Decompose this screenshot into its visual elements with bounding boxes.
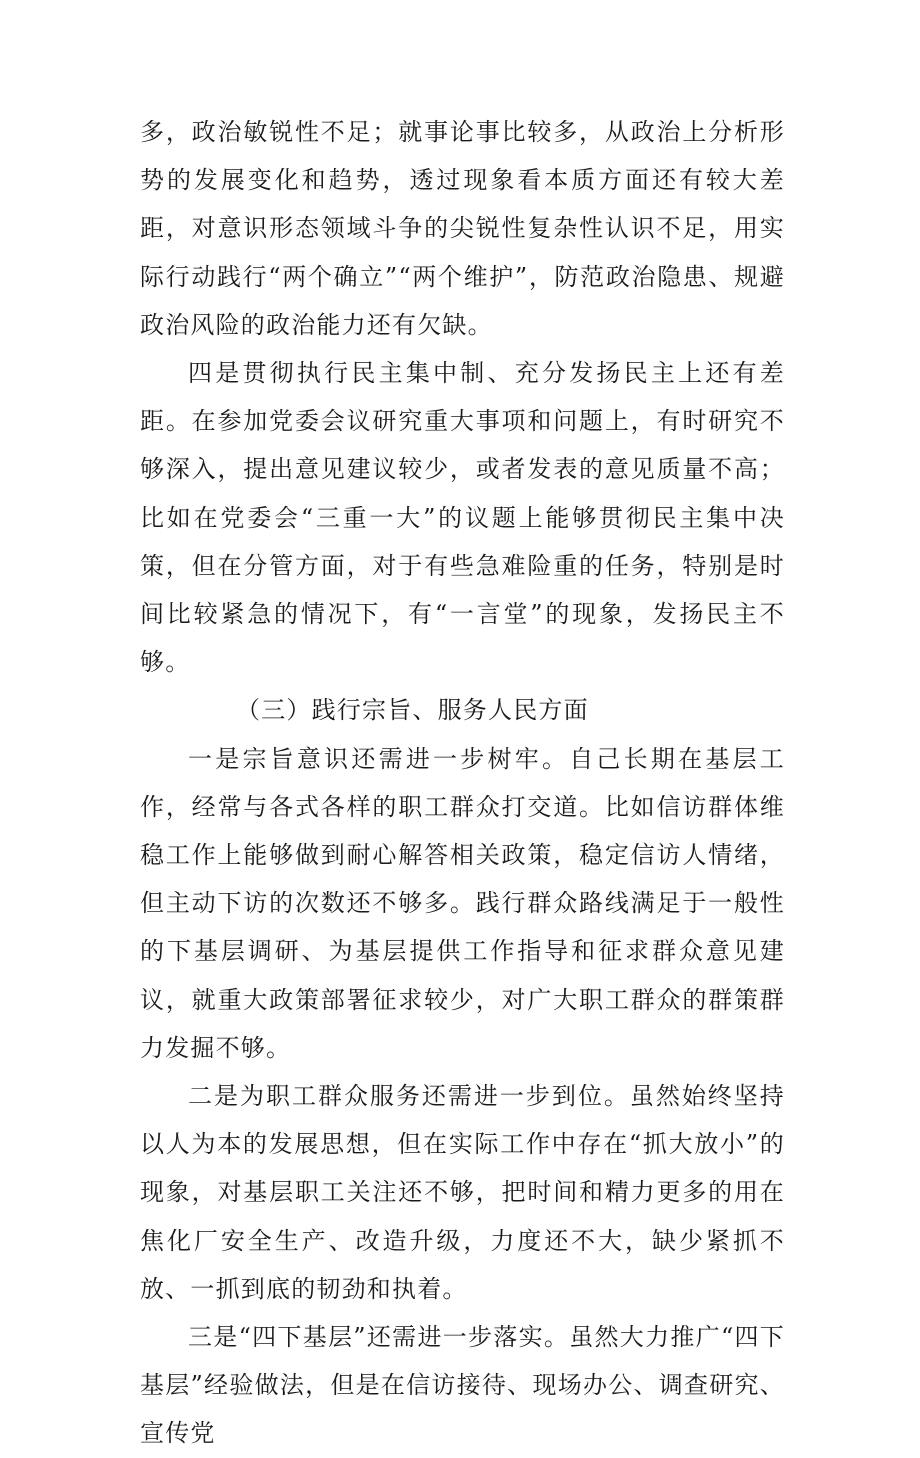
section-heading-serve-people: （三）践行宗旨、服务人民方面: [236, 696, 589, 725]
paragraph-continuation: 多，政治敏锐性不足；就事论事比较多，从政治上分析形势的发展变化和趋势，透过现象看本质方面还有较大差距，对意识形态领域斗争的尖锐性复杂性认识不足，用实际行动践行“两个确立”“两个维护”，防范政治隐患、规避政治风险的政治能力还有欠缺。: [140, 118, 785, 339]
paragraph-four-downs: 三是“四下基层”还需进一步落实。虽然大力推广“四下基层”经验做法，但是在信访接待、现场办公、调查研究、宣传党: [140, 1323, 785, 1448]
document-body: [140, 108, 785, 1458]
paragraph-purpose-awareness: 一是宗旨意识还需进一步树牢。自己长期在基层工作，经常与各式各样的职工群众打交道。比如信访群体维稳工作上能够做到耐心解答相关政策，稳定信访人情绪，但主动下访的次数还不够多。践行群众路线满足于一般性的下基层调研、为基层提供工作指导和征求群众意见建议，就重大政策部署征求较少，对广大职工群众的群策群力发掘不够。: [140, 744, 785, 1062]
paragraph-serve-workers: 二是为职工群众服务还需进一步到位。虽然始终坚持以人为本的发展思想，但在实际工作中存在“抓大放小”的现象，对基层职工关注还不够，把时间和精力更多的用在焦化厂安全生产、改造升级，力度还不大，缺少紧抓不放、一抓到底的韧劲和执着。: [140, 1082, 785, 1303]
paragraph-democratic-centralism: 四是贯彻执行民主集中制、充分发扬民主上还有差距。在参加党委会议研究重大事项和问题上，有时研究不够深入，提出意见建议较少，或者发表的意见质量不高；比如在党委会“三重一大”的议题上能够贯彻民主集中决策，但在分管方面，对于有些急难险重的任务，特别是时间比较紧急的情况下，有“一言堂”的现象，发扬民主不够。: [140, 359, 785, 677]
